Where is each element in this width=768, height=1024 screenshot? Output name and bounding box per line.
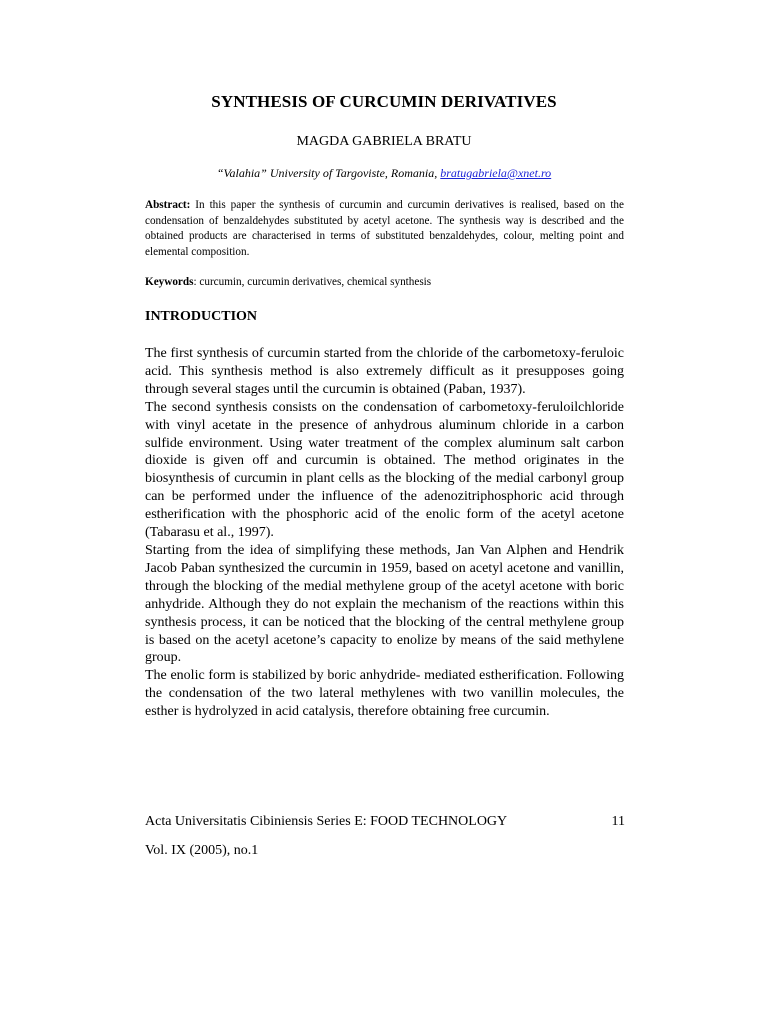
section-heading-introduction: INTRODUCTION	[145, 309, 258, 324]
abstract-label: Abstract:	[145, 199, 191, 211]
author-email-link[interactable]: bratugabriela@xnet.ro	[440, 166, 552, 180]
paragraph: The first synthesis of curcumin started from the chloride of the carbometoxy-feruloic acid. This synthesis method is also extremely difficult as it presupposes going through several stages until the curcumin is obtained (Paban, 1937).	[145, 346, 624, 397]
keywords	[145, 276, 624, 288]
keywords-label: Keywords	[145, 276, 194, 288]
abstract-text: In this paper the synthesis of curcumin and curcumin derivatives is realised, based on the condensation of benzaldehydes substituted by acetyl acetone. The synthesis way is described and the obtained products are characterised in terms of substituted benzaldehydes, colour, melting point and elemental composition.	[145, 199, 624, 259]
affiliation-text: “Valahia” University of Targoviste, Romania,	[216, 166, 441, 180]
keywords-text: : curcumin, curcumin derivatives, chemical synthesis	[193, 276, 432, 288]
author-name: MAGDA GABRIELA BRATU	[296, 134, 472, 149]
abstract	[145, 198, 624, 261]
affiliation	[0, 166, 768, 181]
page-number: 11	[611, 814, 625, 829]
footer-journal: Acta Universitatis Cibiniensis Series E: FOOD TECHNOLOGY	[145, 814, 508, 829]
paragraph: Starting from the idea of simplifying these methods, Jan Van Alphen and Hendrik Jacob Paban synthesized the curcumin in 1959, based on acetyl acetone and vanillin, through the blocking of the medial methylene group of the acetyl acetone with boric anhydride. Although they do not explain the mechanism of the reactions within this synthesis process, it can be noticed that the blocking of the central methylene group is based on the acetyl acetone’s capacity to enolize by means of the said methylene group.	[145, 542, 624, 666]
paper-title: SYNTHESIS OF CURCUMIN DERIVATIVES	[211, 92, 557, 111]
paragraph: The enolic form is stabilized by boric anhydride- mediated estherification. Following the condensation of the two lateral methylenes with two vanillin molecules, the esther is hydrolyzed in acid catalysis, therefore obtaining free curcumin.	[145, 668, 624, 720]
paragraph: The second synthesis consists on the condensation of carbometoxy-feruloilchloride with vinyl acetate in the presence of anhydrous aluminum chloride in a carbon sulfide environment. Using water treatment of the complex aluminum salt carbon dioxide is given off and curcumin is obtained. The method originates in the biosynthesis of curcumin in plant cells as the blocking of the medial carbonyl group can be performed under the influence of the adenozitriphosphoric acid through estherification with the phosphoric acid of the enolic form of the acetyl acetone (Tabarasu et al., 1997).	[145, 399, 624, 541]
introduction-body	[145, 345, 624, 721]
footer-volume: Vol. IX (2005), no.1	[145, 843, 259, 858]
